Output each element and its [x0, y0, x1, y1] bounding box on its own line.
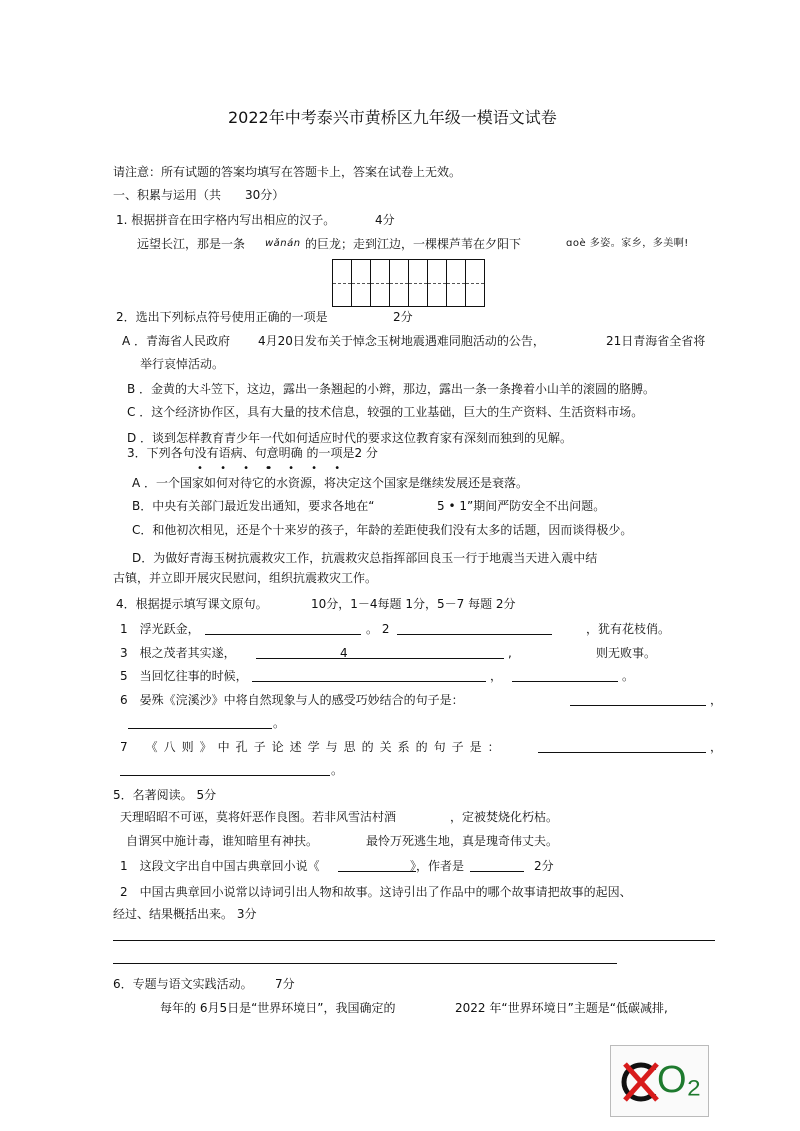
grid-cell[interactable]: [446, 259, 466, 307]
answer-blank[interactable]: [252, 681, 486, 682]
q2-option-a-1: A ．青海省人民政府: [122, 334, 231, 348]
q5-poem-1a: 天理昭昭不可诬，莫将奸恶作良图。若非风雪沽村酒: [120, 810, 397, 824]
q6-score: 7分: [275, 977, 295, 991]
q3-option-d-1: D．为做好青海玉树抗震救灾工作，抗震救灾总指挥部回良玉一行于地震当天进入震中结: [132, 551, 598, 565]
q3-option-b-2: 5 • 1”期间严防安全不出问题。: [437, 499, 606, 513]
answer-line[interactable]: [113, 940, 715, 941]
q5-sub-1: 1 这段文字出自中国古典章回小说《: [120, 859, 320, 873]
grid-cell[interactable]: [408, 259, 428, 307]
page-title: 2022年中考泰兴市黄桥区九年级一模语文试卷: [228, 108, 557, 127]
q2-option-c: C ．这个经济协作区，具有大量的技术信息，较强的工业基础，巨大的生产资料、生活资料市场。: [127, 405, 644, 419]
answer-blank[interactable]: [338, 871, 416, 872]
q3-emphasis-dots-a: • • • •: [197, 463, 280, 474]
q4-item-6: 6 晏殊《浣溪沙》中将自然现象与人的感受巧妙结合的句子是：: [120, 693, 464, 707]
section1-label: 一、积累与运用（共: [113, 188, 222, 202]
q4-item-4-num: 4: [340, 646, 348, 660]
q4-item-7-end: 。: [331, 763, 344, 777]
q2-option-a-3: 21日青海省全省将: [606, 334, 706, 348]
q4-stem: 4．根据提示填写课文原句。: [116, 597, 268, 611]
answer-blank[interactable]: [128, 728, 272, 729]
tianzi-grid[interactable]: [333, 259, 485, 307]
q4-item-5-comma: ，: [490, 669, 503, 683]
answer-blank[interactable]: [256, 658, 340, 659]
q2-option-b: B ．金黄的大斗笠下，这边，露出一条翘起的小辫，那边，露出一条一条搀着小山羊的滚圆的胳膊。: [127, 382, 656, 396]
q4-item-2-text: ，犹有花枝俏。: [586, 622, 671, 636]
answer-blank[interactable]: [340, 658, 504, 659]
q3-option-a: A ．一个国家如何对待它的水资源，将决定这个国家是继续发展还是衰落。: [132, 476, 529, 490]
q2-option-a-4: 举行哀悼活动。: [140, 357, 225, 371]
q4-item-4-text: 则无败事。: [596, 646, 657, 660]
q2-stem: 2．选出下列标点符号使用正确的一项是: [116, 310, 328, 324]
q5-sub-2: 2 中国古典章回小说常以诗词引出人物和故事。这诗引出了作品中的哪个故事请把故事的起因、: [120, 885, 632, 899]
q4-item-6-comma: ，: [710, 693, 723, 707]
q4-item-5-end: 。: [622, 669, 635, 683]
grid-cell[interactable]: [332, 259, 352, 307]
q6-para-a: 每年的 6月5日是“世界环境日”，我国确定的: [160, 1001, 396, 1015]
section1-score: 30分）: [245, 188, 285, 202]
q5-sub-2-b: 经过、结果概括出来。 3分: [113, 907, 257, 921]
q1-line-b: 的巨龙；走到江边，一棵棵芦苇在夕阳下: [305, 237, 522, 251]
q2-score: 2分: [393, 310, 413, 324]
grid-cell[interactable]: [427, 259, 447, 307]
q4-item-1: 1 浮光跃金，: [120, 622, 200, 636]
q3-option-c: C．和他初次相见，还是个十来岁的孩子，年龄的差距使我们没有太多的话题，因而谈得极少。: [132, 523, 633, 537]
q5-sub-1-author: 》，作者是: [410, 859, 465, 873]
q5-sub-1-score: 2分: [534, 859, 554, 873]
low-carbon-co2-logo: [610, 1045, 709, 1117]
q1-stem: 1. 根据拼音在田字格内写出相应的汉子。: [116, 213, 336, 227]
answer-blank[interactable]: [512, 681, 618, 682]
q4-item-4-comma: ,: [508, 646, 512, 660]
q4-item-3: 3 根之茂者其实遂，: [120, 646, 236, 660]
answer-blank[interactable]: [570, 705, 706, 706]
q1-pinyin-1: wǎnán: [265, 238, 301, 249]
q1-pinyin-2: ɑoè 多姿。家乡，多美啊!: [566, 238, 689, 249]
q5-stem: 5．名著阅读。 5分: [113, 788, 217, 802]
q5-poem-2b: 最怜万死逃生地，真是瑰奇伟丈夫。: [366, 834, 559, 848]
grid-cell[interactable]: [351, 259, 371, 307]
answer-blank[interactable]: [470, 871, 524, 872]
q3-option-d-2: 古镇，并立即开展灾民慰问，组织抗震救灾工作。: [113, 571, 378, 585]
answer-line[interactable]: [113, 963, 617, 964]
q3-stem: 3．下列各句没有语病、句意明确 的一项是2 分: [127, 446, 378, 460]
q4-score: 10分，1－4每题 1分，5－7 每题 2分: [311, 597, 516, 611]
answer-blank[interactable]: [205, 634, 361, 635]
q4-item-2-num: 。 2: [366, 622, 390, 636]
q6-stem: 6．专题与语文实践活动。: [113, 977, 253, 991]
q4-item-5: 5 当回忆往事的时候，: [120, 669, 248, 683]
q2-option-a-2: 4月20日发布关于悼念玉树地震遇难同胞活动的公告，: [258, 334, 545, 348]
q4-item-6-end: 。: [273, 716, 286, 730]
grid-cell[interactable]: [465, 259, 485, 307]
q4-item-7-comma: ，: [710, 740, 723, 754]
answer-blank[interactable]: [397, 634, 552, 635]
q5-poem-1b: ，定被焚烧化朽枯。: [450, 810, 559, 824]
q2-option-d: D ．谈到怎样教育青少年一代如何适应时代的要求这位教育家有深刻而独到的见解。: [127, 431, 573, 445]
q1-score: 4分: [375, 213, 395, 227]
answer-blank[interactable]: [120, 775, 330, 776]
q4-item-7: 7 《八则》中孔子论述学与思的关系的句子是：: [120, 740, 506, 754]
q1-line-a: 远望长江，那是一条: [137, 237, 246, 251]
grid-cell[interactable]: [370, 259, 390, 307]
q3-emphasis-dots-b: • • • •: [265, 463, 348, 474]
q3-option-b-1: B．中央有关部门最近发出通知，要求各地在“: [132, 499, 375, 513]
q5-poem-2a: 自谓冥中施计毒，谁知暗里有神扶。: [126, 834, 319, 848]
grid-cell[interactable]: [389, 259, 409, 307]
q6-para-b: 2022 年“世界环境日”主题是“低碳减排,: [455, 1001, 668, 1015]
co2-label: O₂: [657, 1059, 702, 1101]
answer-blank[interactable]: [538, 752, 706, 753]
notice: 请注意：所有试题的答案均填写在答题卡上，答案在试卷上无效。: [113, 165, 462, 179]
